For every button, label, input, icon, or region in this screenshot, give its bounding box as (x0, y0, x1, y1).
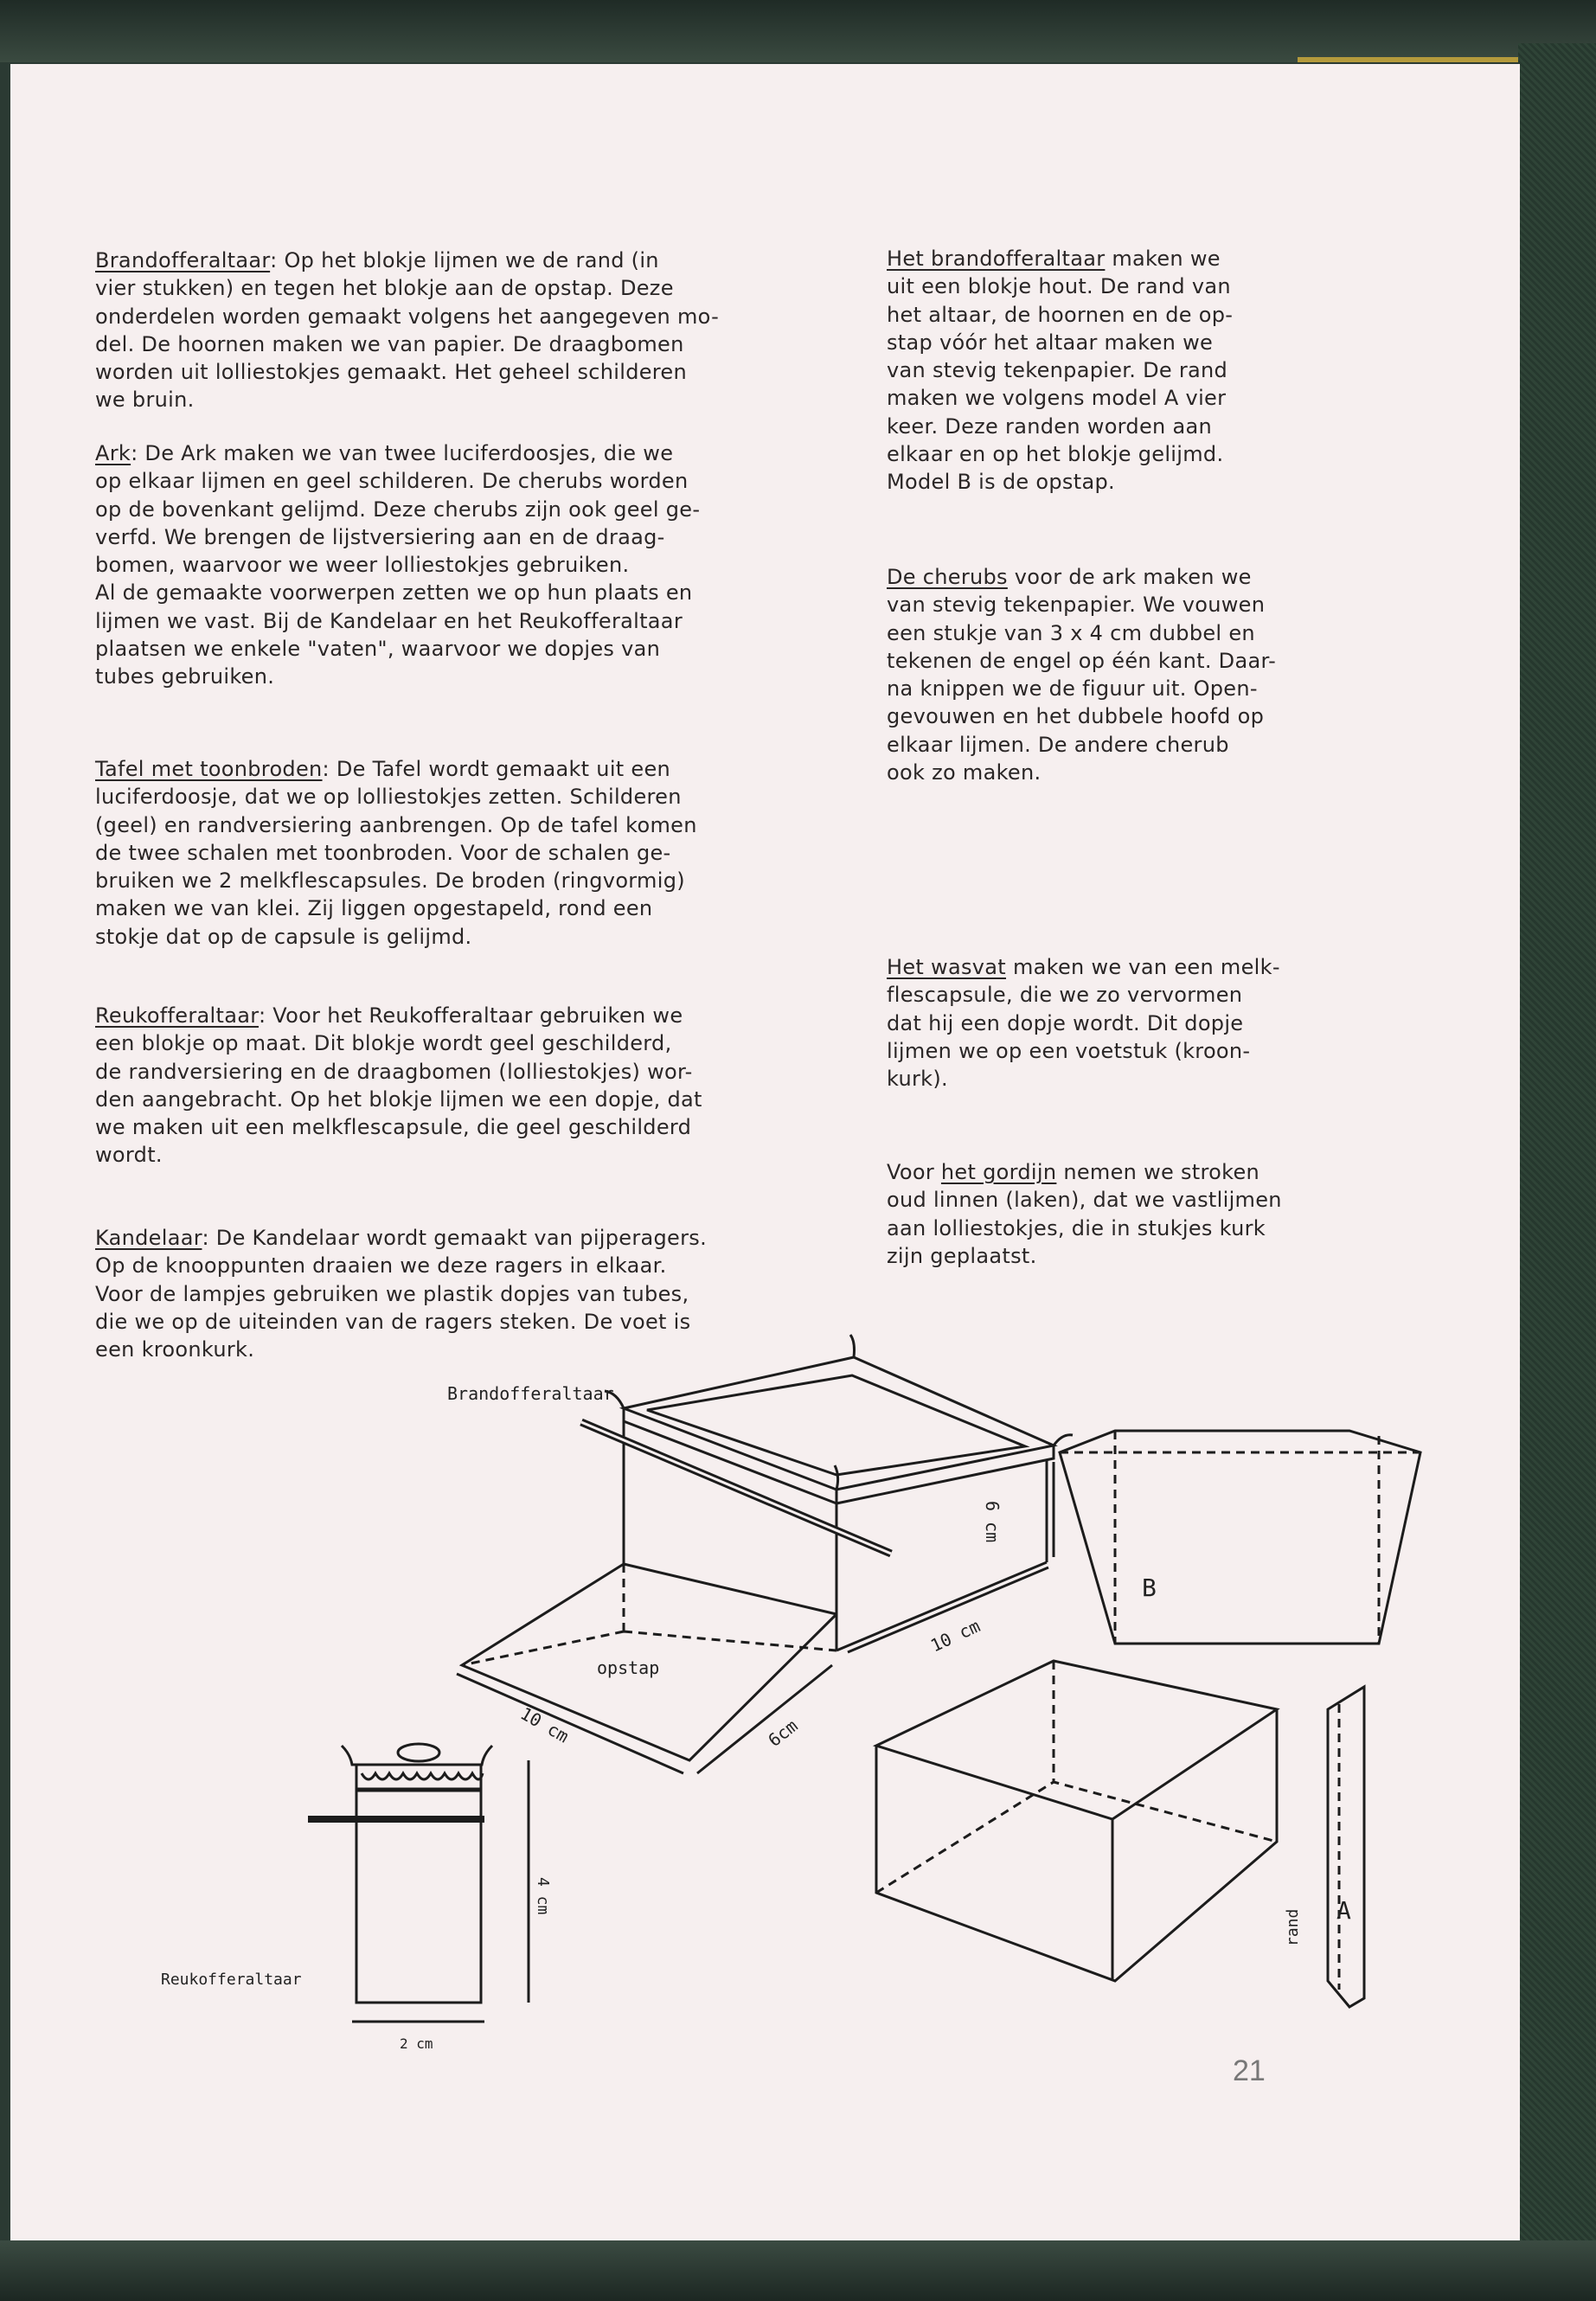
line-text: gevouwen en het dubbele hoofd op (887, 704, 1265, 729)
model-b-net (1060, 1431, 1420, 1644)
altar-block-cube (876, 1661, 1277, 1981)
line-text: bomen, waarvoor we weer lolliestokjes gebruiken. (95, 553, 630, 578)
label-width-2cm: 2 cm (400, 2035, 433, 2052)
page-number: 21 (1233, 2054, 1266, 2087)
paragraph-heading: Kandelaar (95, 1226, 202, 1250)
line-text: Voor de lampjes gebruiken we plastik dopjes van tubes, (95, 1281, 689, 1306)
line-text: lijmen we op een voetstuk (kroon- (887, 1038, 1251, 1063)
line-text: die we op de uiteinden van de ragers steken. De voet is (95, 1309, 691, 1334)
line-text: voor de ark maken we (1007, 565, 1252, 589)
line-text: : De Tafel wordt gemaakt uit een (322, 757, 671, 781)
line-text: dat hij een dopje wordt. Dit dopje (887, 1010, 1244, 1035)
label-brandofferaltaar: Brandofferaltaar (447, 1383, 614, 1404)
line-text: we bruin. (95, 388, 195, 413)
label-height-4cm: 4 cm (534, 1877, 552, 1915)
line-text: Model B is de opstap. (887, 470, 1115, 495)
line-text: stap vóór het altaar maken we (887, 330, 1214, 355)
line-text: (geel) en randversiering aanbrengen. Op de tafel komen (95, 812, 697, 837)
line-text: worden uit lolliestokjes gemaakt. Het geheel schilderen (95, 360, 688, 385)
line-text: bruiken we 2 melkflescapsules. De broden (ringvormig) (95, 868, 685, 894)
line-text: op de bovenkant gelijmd. Deze cherubs zijn ook geel ge- (95, 497, 701, 522)
paragraph-prefix: Voor (887, 1160, 941, 1184)
line-text: keer. Deze randen worden aan (887, 413, 1212, 439)
line-text: nemen we stroken (1056, 1160, 1260, 1184)
paragraph-heading: De cherubs (887, 565, 1008, 589)
line-text: ook zo maken. (887, 760, 1042, 785)
line-text: van stevig tekenpapier. De rand (887, 358, 1228, 383)
label-opstap: opstap (597, 1657, 660, 1678)
line-text: tekenen de engel op één kant. Daar- (887, 648, 1277, 673)
incense-bowl (398, 1744, 439, 1761)
label-height-6cm: 6 cm (982, 1501, 1003, 1543)
paragraph-heading: het gordijn (940, 1160, 1057, 1184)
line-text: oud linnen (laken), dat we vastlijmen (887, 1188, 1282, 1213)
line-text: het altaar, de hoornen en de op- (887, 302, 1234, 327)
altar-horns (605, 1335, 1073, 1490)
line-text: op elkaar lijmen en geel schilderen. De cherubs worden (95, 469, 689, 494)
line-text: stokje dat op de capsule is gelijmd. (95, 924, 472, 949)
line-text: den aangebracht. Op het blokje lijmen we een dopje, dat (95, 1086, 702, 1112)
paragraph-heading: Ark (95, 441, 131, 465)
opstap-hidden-edges (462, 1564, 836, 1665)
line-text: vier stukken) en tegen het blokje aan de opstap. Deze (95, 276, 674, 301)
incense-altar-drawing (308, 1744, 529, 2022)
label-rand: rand (1284, 1908, 1302, 1946)
label-model-a: A (1336, 1896, 1351, 1925)
line-text: aan lolliestokjes, die in stukjes kurk (887, 1215, 1266, 1240)
line-text: een stukje van 3 x 4 cm dubbel en (887, 620, 1255, 645)
paragraph-heading: Het wasvat (887, 955, 1007, 979)
model-a-strip (1328, 1687, 1364, 2007)
line-text: elkaar en op het blokje gelijmd. (887, 442, 1224, 467)
line-text: Al de gemaakte voorwerpen zetten we op hun plaats en (95, 580, 693, 606)
line-text: : Op het blokje lijmen we de rand (in (270, 248, 659, 272)
line-text: maken we van klei. Zij liggen opgestapeld, rond een (95, 896, 653, 921)
line-text: tubes gebruiken. (95, 664, 275, 689)
line-text: : Voor het Reukofferaltaar gebruiken we (258, 1003, 683, 1028)
line-text: uit een blokje hout. De rand van (887, 274, 1231, 299)
line-text: elkaar lijmen. De andere cherub (887, 732, 1229, 757)
line-text: zijn geplaatst. (887, 1243, 1037, 1268)
label-length-10cm-left: 10 cm (516, 1702, 573, 1747)
line-text: maken we (1105, 247, 1221, 271)
line-text: na knippen we de figuur uit. Open- (887, 676, 1258, 702)
label-step-6cm: 6cm (764, 1715, 802, 1751)
line-text: luciferdoosje, dat we op lolliestokjes zetten. Schilderen (95, 785, 682, 810)
paragraph-heading: Brandofferaltaar (95, 248, 271, 272)
line-text: del. De hoornen maken we van papier. De draagbomen (95, 331, 684, 356)
line-text: een blokje op maat. Dit blokje wordt geel geschilderd, (95, 1031, 672, 1056)
line-text: van stevig tekenpapier. We vouwen (887, 593, 1266, 618)
line-text: : De Ark maken we van twee luciferdoosjes, die we (131, 441, 674, 465)
paragraph-heading: Tafel met toonbroden (95, 757, 323, 781)
line-text: de twee schalen met toonbroden. Voor de schalen ge- (95, 840, 671, 865)
line-text: plaatsen we enkele "vaten", waarvoor we dopjes van (95, 637, 661, 662)
line-text: kurk). (887, 1067, 948, 1092)
line-text: : De Kandelaar wordt gemaakt van pijperagers. (202, 1226, 708, 1250)
line-text: maken we van een melk- (1006, 955, 1280, 979)
label-model-b: B (1142, 1574, 1157, 1602)
label-length-10cm-right: 10 cm (926, 1615, 984, 1657)
line-text: verfd. We brengen de lijstversiering aan en de draag- (95, 524, 665, 549)
paragraph-heading: Reukofferaltaar (95, 1003, 259, 1028)
line-text: de randversiering en de draagbomen (lolliestokjes) wor- (95, 1059, 693, 1084)
paragraph-heading: Het brandofferaltaar (887, 247, 1106, 271)
line-text: Op de knooppunten draaien we deze ragers in elkaar. (95, 1253, 667, 1279)
line-text: lijmen we vast. Bij de Kandelaar en het Reukofferaltaar (95, 608, 683, 633)
line-text: flescapsule, die we zo vervormen (887, 983, 1243, 1008)
label-reukofferaltaar: Reukofferaltaar (161, 1971, 302, 1989)
line-text: onderdelen worden gemaakt volgens het aangegeven mo- (95, 304, 720, 329)
line-text: maken we volgens model A vier (887, 386, 1227, 411)
line-text: wordt. (95, 1143, 163, 1168)
line-text: we maken uit een melkflescapsule, die geel geschilderd (95, 1115, 692, 1140)
line-text: een kroonkurk. (95, 1337, 255, 1362)
